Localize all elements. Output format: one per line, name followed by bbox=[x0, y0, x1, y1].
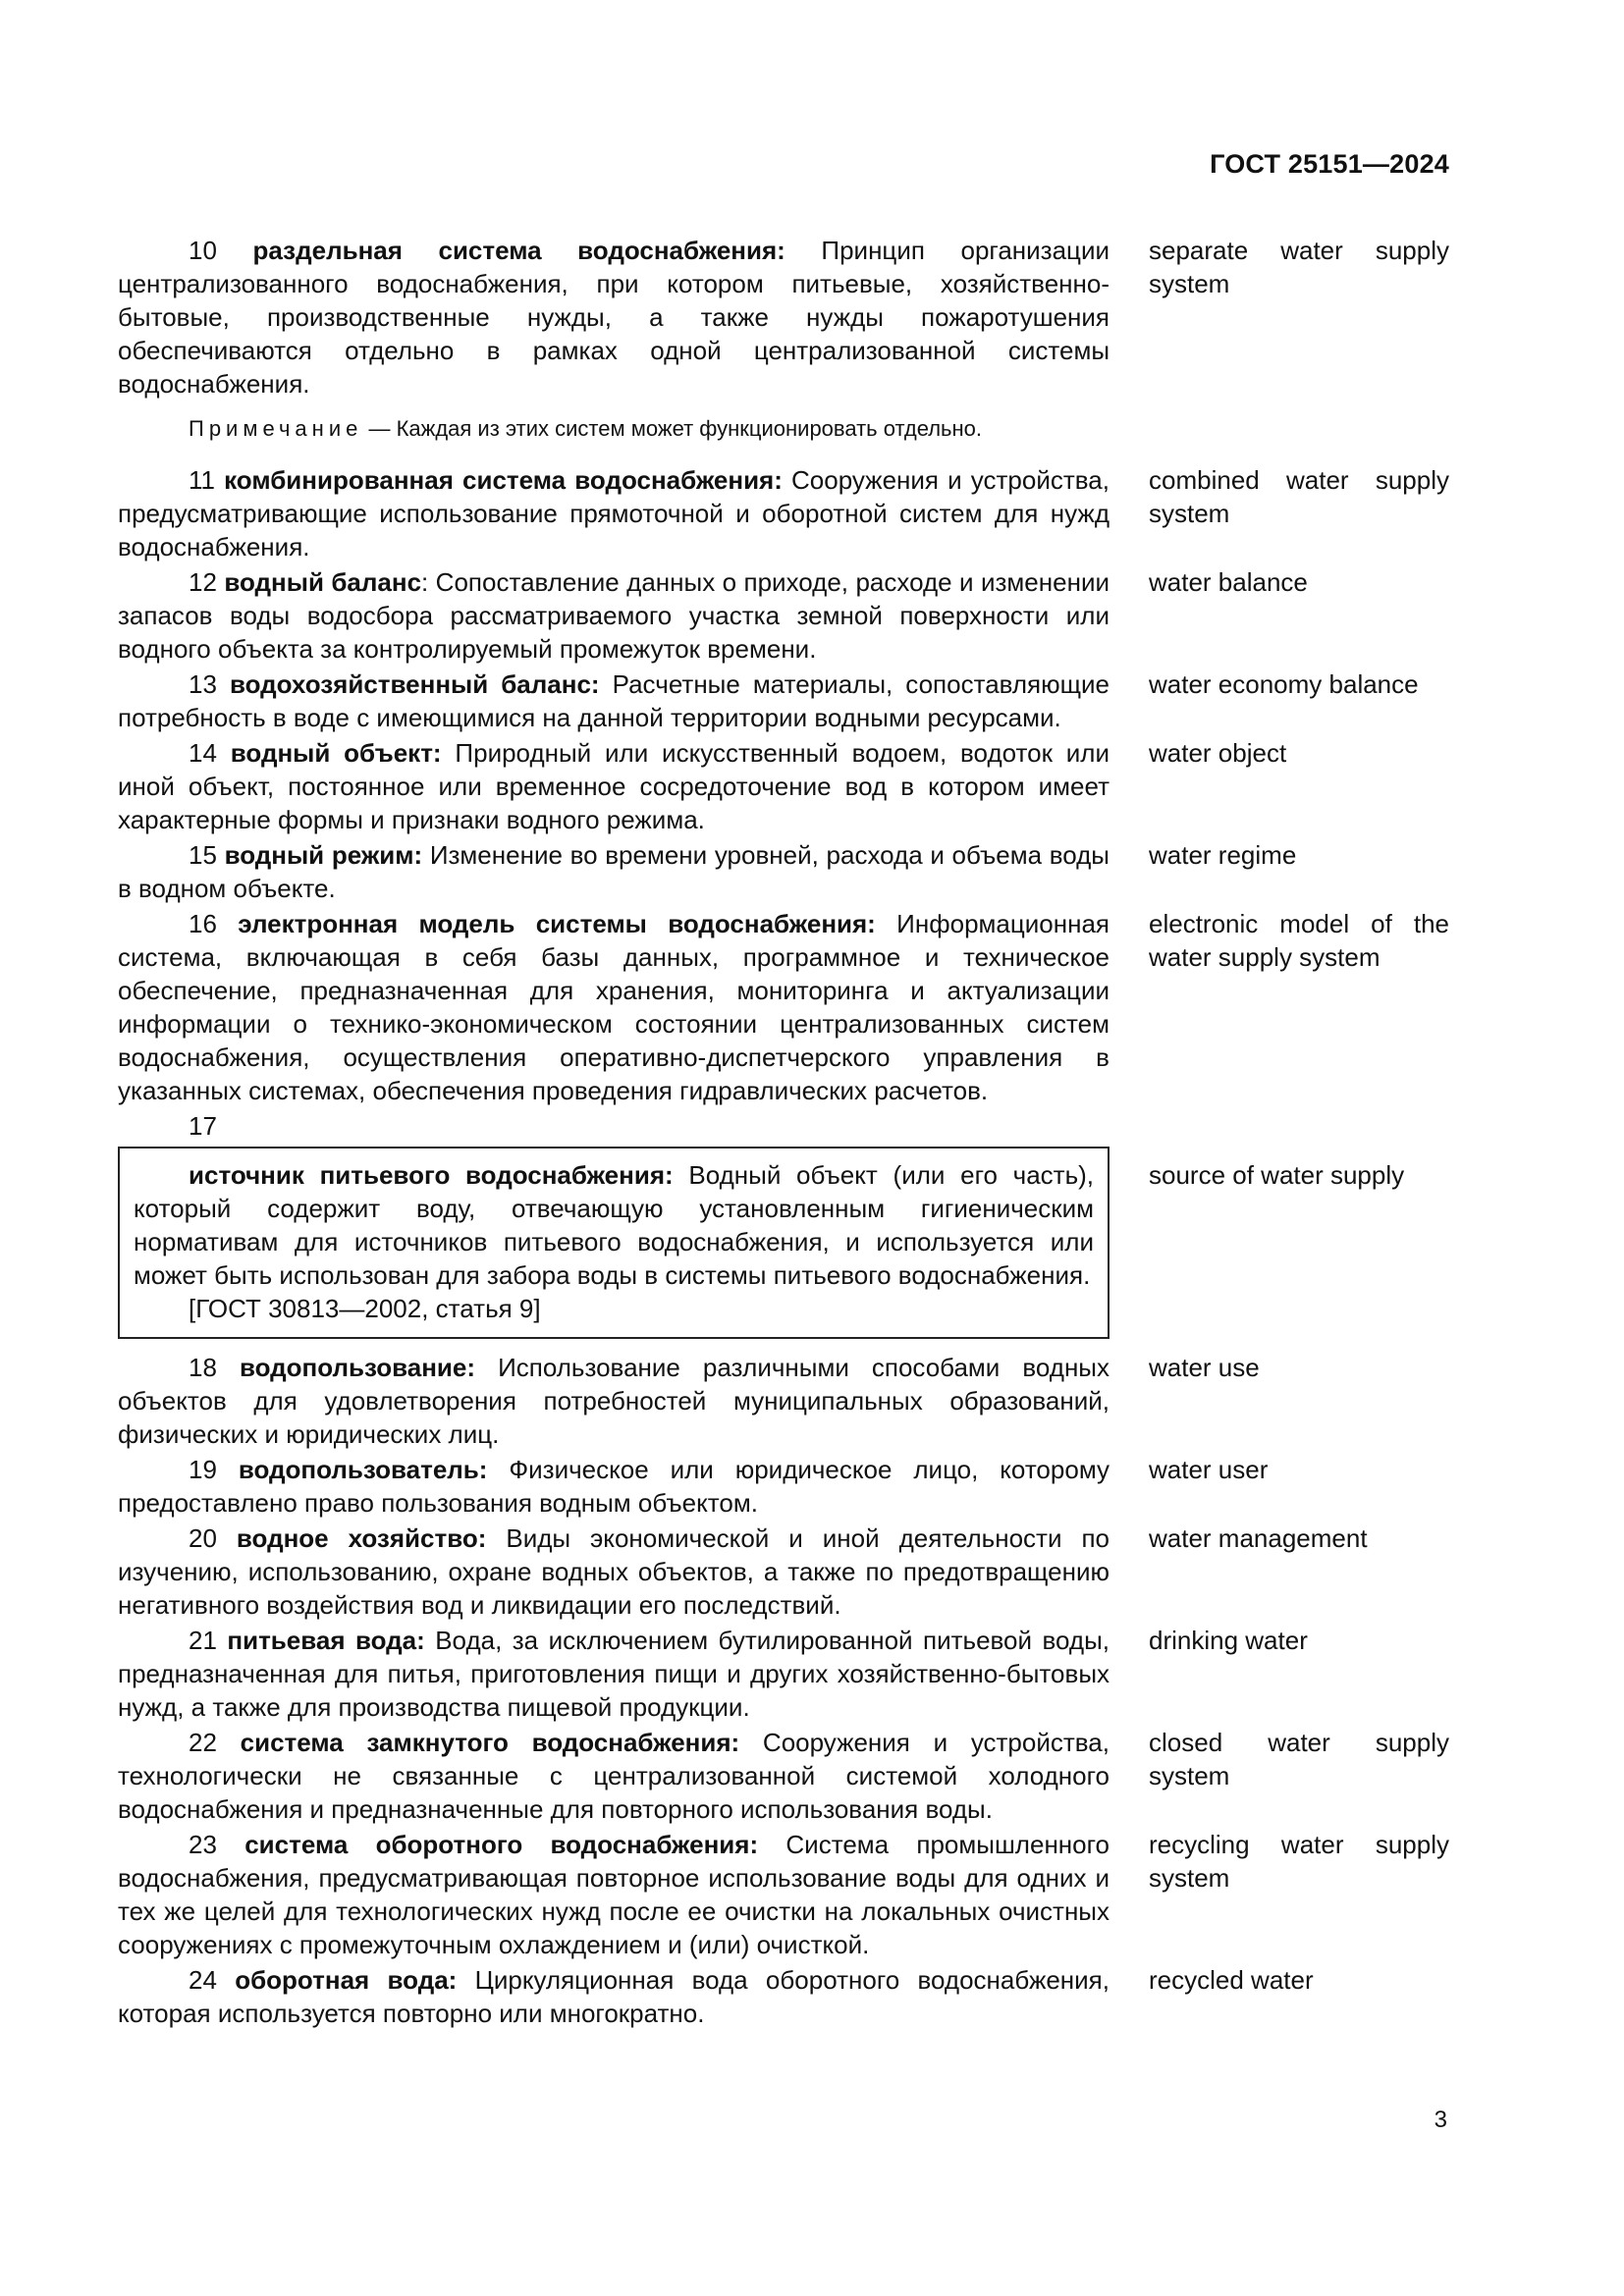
term-en: water user bbox=[1149, 1455, 1269, 1484]
term-number: 16 bbox=[189, 909, 217, 938]
term-entry-17 bbox=[118, 1147, 1449, 1339]
term-definition: Природный или искусственный водоем, водоток или иной объект, постоянное или временное сосредоточение вод в котором имеет характерные формы и признаки водного режима. bbox=[118, 738, 1110, 834]
term-definition: Водный объект (или его часть), который содержит воду, отвечающую установленным гигиеническим нормативам для источников питьевого водоснабжения, и используется или может быть использован для забора воды в системы питьевого водоснабжения. bbox=[134, 1160, 1094, 1290]
term-definition: Информационная система, включающая в себя базы данных, программное и техническое обеспечение, предназначенная для хранения, мониторинга и актуализации информации о технико-экономическом состоянии централизованных систем водоснабжения, осуществления оперативно-диспетчерского управления в указанных системах, обеспечения проведения гидравлических расчетов. bbox=[118, 909, 1110, 1105]
document-header: ГОСТ 25151—2024 bbox=[1210, 149, 1449, 179]
term-entry-16 bbox=[118, 907, 1449, 1107]
term-ru bbox=[118, 907, 1110, 1107]
term-title: питьевая вода: bbox=[227, 1626, 425, 1655]
term-number: 15 bbox=[189, 840, 217, 870]
term-title: водный объект: bbox=[230, 738, 442, 768]
term-number: 20 bbox=[189, 1523, 217, 1553]
note-text: — Каждая из этих систем может функционировать отдельно. bbox=[362, 416, 982, 441]
term-entry-10 bbox=[118, 234, 1449, 400]
term-en: separate water supply system bbox=[1149, 236, 1449, 298]
term-entry-24 bbox=[118, 1963, 1449, 2030]
term-en: recycled water bbox=[1149, 1965, 1314, 1995]
term-definition: Вода, за исключением бутилированной питьевой воды, предназначенная для питья, приготовления пищи и других хозяйственно-бытовых нужд, а также для производства пищевой продукции. bbox=[118, 1626, 1110, 1722]
term-title: источник питьевого водоснабжения: bbox=[189, 1160, 674, 1190]
term-entry-22 bbox=[118, 1726, 1449, 1826]
term-ru bbox=[118, 1522, 1110, 1622]
term-en: water management bbox=[1149, 1523, 1368, 1553]
term-definition: Физическое или юридическое лицо, которому предоставлено право пользования водным объектом. bbox=[118, 1455, 1110, 1518]
term-definition: Расчетные материалы, сопоставляющие потребность в воде с имеющимися на данной территории водными ресурсами. bbox=[118, 669, 1110, 732]
term-en: drinking water bbox=[1149, 1626, 1308, 1655]
term-title: раздельная система водоснабжения: bbox=[252, 236, 785, 265]
term-entry-19 bbox=[118, 1453, 1449, 1520]
quoted-term-box bbox=[118, 1147, 1110, 1339]
term-ru bbox=[118, 667, 1110, 734]
term-number: 11 bbox=[189, 465, 215, 495]
term-number: 22 bbox=[189, 1728, 217, 1757]
term-ru bbox=[118, 1351, 1110, 1451]
term-ru bbox=[118, 1109, 1110, 1143]
term-number: 21 bbox=[189, 1626, 217, 1655]
term-entry-21 bbox=[118, 1624, 1449, 1724]
term-ru bbox=[118, 1726, 1110, 1826]
term-en: recycling water supply system bbox=[1149, 1830, 1449, 1893]
term-ru bbox=[134, 1158, 1094, 1292]
term-definition: Сооружения и устройства, предусматривающие использование прямоточной и оборотной систем для нужд водоснабжения. bbox=[118, 465, 1110, 561]
term-en: water use bbox=[1149, 1353, 1260, 1382]
note-label: Примечание bbox=[189, 416, 363, 441]
term-entry-23 bbox=[118, 1828, 1449, 1961]
term-ru bbox=[118, 1963, 1110, 2030]
term-number: 12 bbox=[189, 567, 217, 597]
term-number: 23 bbox=[189, 1830, 217, 1859]
term-en: source of water supply bbox=[1149, 1160, 1405, 1190]
term-title: водный режим: bbox=[224, 840, 423, 870]
term-title: водный баланс bbox=[224, 567, 422, 597]
term-number: 17 bbox=[189, 1111, 217, 1141]
term-ru bbox=[118, 1624, 1110, 1724]
term-en: water object bbox=[1149, 738, 1287, 768]
term-en: water balance bbox=[1149, 567, 1308, 597]
term-number: 19 bbox=[189, 1455, 217, 1484]
term-definition: Изменение во времени уровней, расхода и объема воды в водном объекте. bbox=[118, 840, 1110, 903]
term-entry-11 bbox=[118, 463, 1449, 563]
term-entry-12 bbox=[118, 565, 1449, 666]
term-ru bbox=[118, 838, 1110, 905]
term-entry-20 bbox=[118, 1522, 1449, 1622]
term-en: water regime bbox=[1149, 840, 1297, 870]
term-title: система замкнутого водоснабжения: bbox=[240, 1728, 740, 1757]
term-number: 18 bbox=[189, 1353, 217, 1382]
term-en: water economy balance bbox=[1149, 669, 1419, 699]
page-number: 3 bbox=[1434, 2107, 1447, 2133]
term-entry-14 bbox=[118, 736, 1449, 836]
term-title: водохозяйственный баланс: bbox=[229, 669, 600, 699]
term-title: комбинированная система водоснабжения: bbox=[224, 465, 783, 495]
term-number: 24 bbox=[189, 1965, 217, 1995]
term-ru bbox=[118, 565, 1110, 666]
term-definition: Принцип организации централизованного водоснабжения, при котором питьевые, хозяйственно-бытовые, производственные нужды, а также нужды пожаротушения обеспечиваются отдельно в рамках одной централизованной системы водоснабжения. bbox=[118, 236, 1110, 399]
term-entry-13 bbox=[118, 667, 1449, 734]
term-ru bbox=[118, 1453, 1110, 1520]
term-en: electronic model of the water supply system bbox=[1149, 909, 1449, 972]
term-title: электронная модель системы водоснабжения: bbox=[238, 909, 876, 938]
term-ru bbox=[118, 1828, 1110, 1961]
term-title: водопользование: bbox=[239, 1353, 476, 1382]
term-ru bbox=[118, 234, 1110, 400]
term-title: водопользователь: bbox=[238, 1455, 488, 1484]
term-entry-17-number bbox=[118, 1109, 1449, 1143]
term-definition: Использование различными способами водных объектов для удовлетворения потребностей муниципальных образований, физических и юридических лиц. bbox=[118, 1353, 1110, 1449]
term-source: [ГОСТ 30813—2002, статья 9] bbox=[189, 1294, 541, 1323]
term-ru bbox=[118, 736, 1110, 836]
term-en: combined water supply system bbox=[1149, 465, 1449, 528]
term-definition: Циркуляционная вода оборотного водоснабжения, которая используется повторно или многократно. bbox=[118, 1965, 1110, 2028]
term-definition: Виды экономической и иной деятельности по изучению, использованию, охране водных объектов, а также по предотвращению негативного воздействия вод и ликвидации его последствий. bbox=[118, 1523, 1110, 1620]
term-entry-15 bbox=[118, 838, 1449, 905]
term-number: 10 bbox=[189, 236, 217, 265]
term-ru bbox=[118, 463, 1110, 563]
term-number: 13 bbox=[189, 669, 217, 699]
term-title: водное хозяйство: bbox=[236, 1523, 487, 1553]
term-definition: Сооружения и устройства, технологически не связанные с централизованной системой холодного водоснабжения и предназначенные для повторного использования воды. bbox=[118, 1728, 1110, 1824]
term-entry-18 bbox=[118, 1351, 1449, 1451]
term-title: оборотная вода: bbox=[235, 1965, 458, 1995]
term-definition: Система промышленного водоснабжения, предусматривающая повторное использование воды для одних и тех же целей для технологических нужд после ее очистки на локальных очистных сооружениях с промежуточным охлаждением и (или) очисткой. bbox=[118, 1830, 1110, 1959]
term-en: closed water supply system bbox=[1149, 1728, 1449, 1790]
note bbox=[118, 412, 1110, 446]
terms-list bbox=[118, 234, 1449, 2032]
term-title: система оборотного водоснабжения: bbox=[244, 1830, 759, 1859]
term-definition: : Сопоставление данных о приходе, расходе и изменении запасов воды водосбора рассматриваемого участка земной поверхности или водного объекта за контролируемый промежуток времени. bbox=[118, 567, 1110, 664]
term-number: 14 bbox=[189, 738, 217, 768]
